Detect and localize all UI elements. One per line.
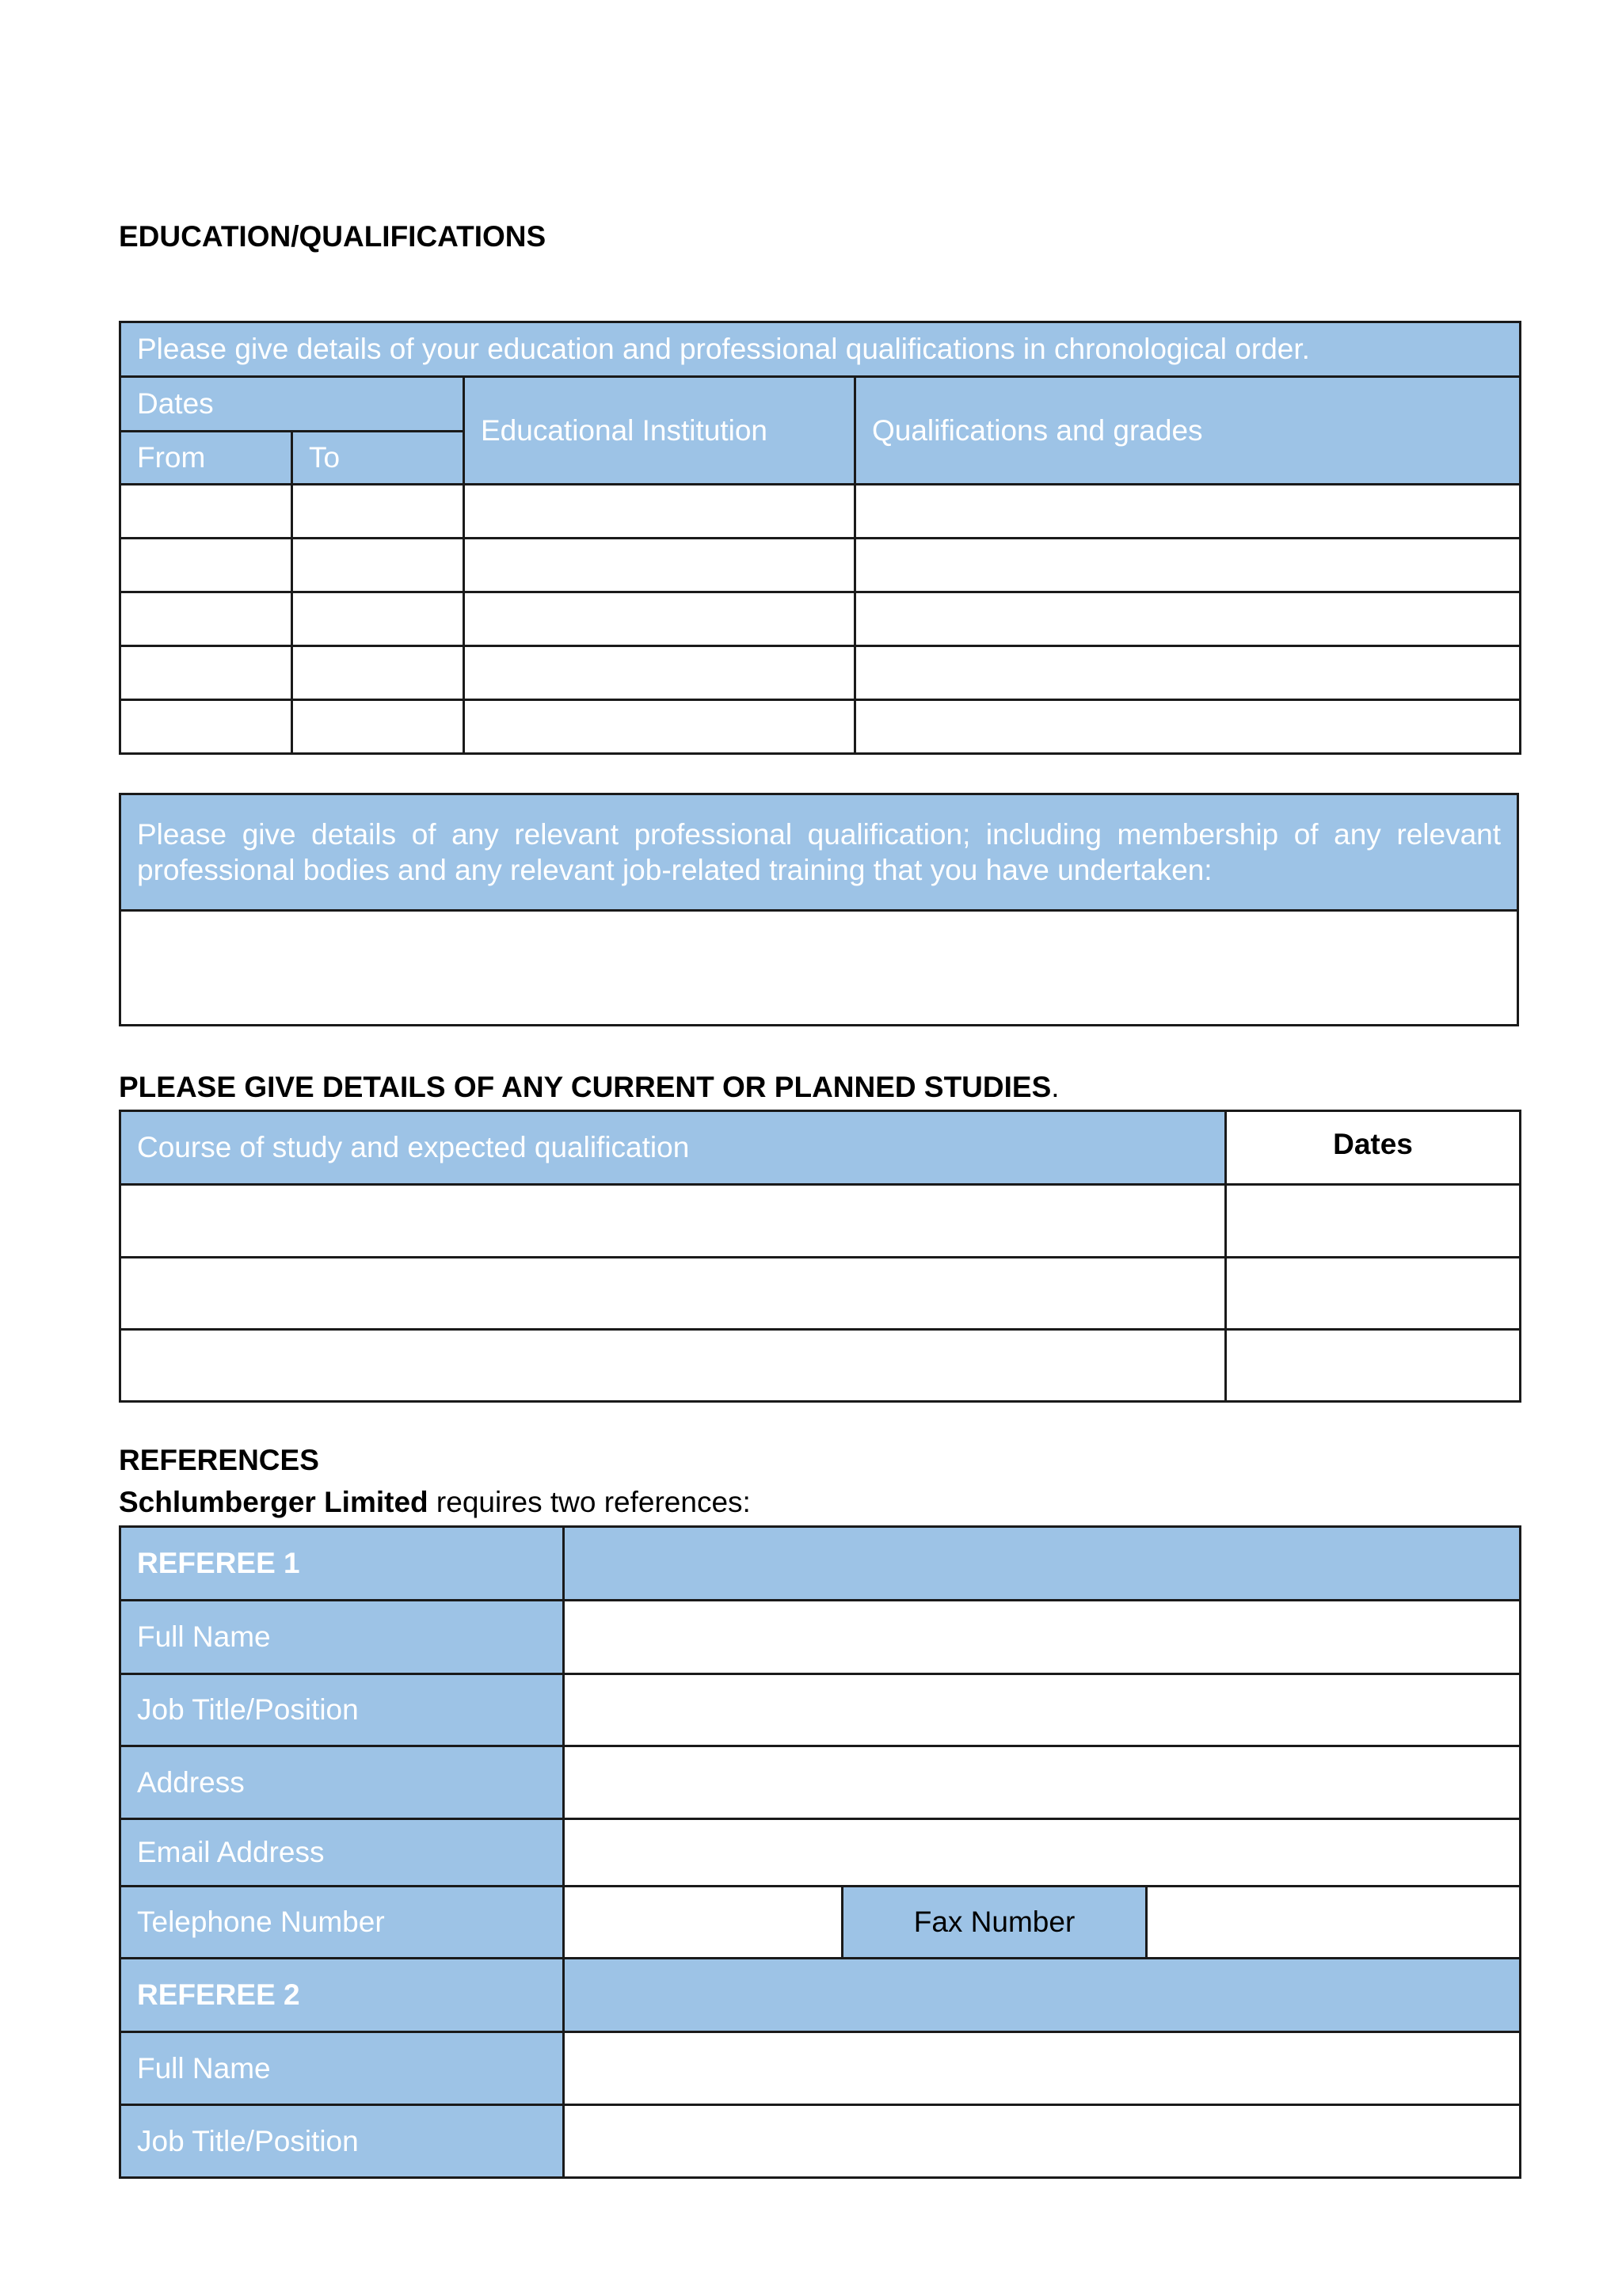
to-cell[interactable]	[292, 485, 464, 539]
referee1-address-label: Address	[120, 1746, 564, 1819]
qualifications-header: Qualifications and grades	[855, 377, 1521, 485]
qualifications-cell[interactable]	[855, 539, 1521, 592]
to-cell[interactable]	[292, 539, 464, 592]
qualifications-cell[interactable]	[855, 592, 1521, 646]
referee1-job-title-field[interactable]	[564, 1674, 1521, 1746]
institution-header: Educational Institution	[464, 377, 855, 485]
company-name: Schlumberger Limited	[119, 1486, 428, 1518]
referee1-telephone-field[interactable]	[564, 1887, 843, 1959]
education-intro: Please give details of your education and professional qualifications in chronological order.	[120, 322, 1521, 377]
from-cell[interactable]	[120, 539, 292, 592]
table-row	[120, 1185, 1521, 1258]
referee1-fax-field[interactable]	[1147, 1887, 1521, 1959]
referee2-full-name-field[interactable]	[564, 2032, 1521, 2105]
table-row	[120, 646, 1521, 700]
to-cell[interactable]	[292, 700, 464, 754]
referee2-job-title-field[interactable]	[564, 2105, 1521, 2178]
dates-cell[interactable]	[1226, 1330, 1521, 1402]
requirement-text: requires two references:	[428, 1486, 751, 1518]
to-cell[interactable]	[292, 592, 464, 646]
table-row	[120, 1330, 1521, 1402]
qualifications-cell[interactable]	[855, 646, 1521, 700]
professional-table	[119, 793, 1519, 1026]
to-cell[interactable]	[292, 646, 464, 700]
references-heading: REFERENCES	[119, 1444, 319, 1476]
table-row	[120, 700, 1521, 754]
course-header: Course of study and expected qualification	[120, 1111, 1226, 1185]
referee1-title: REFEREE 1	[120, 1527, 564, 1601]
referee1-telephone-label: Telephone Number	[120, 1887, 564, 1959]
professional-answer-field[interactable]	[120, 911, 1518, 1026]
from-cell[interactable]	[120, 700, 292, 754]
studies-table	[119, 1110, 1521, 1403]
referee1-job-title-label: Job Title/Position	[120, 1674, 564, 1746]
from-cell[interactable]	[120, 485, 292, 539]
table-row	[120, 1258, 1521, 1330]
course-cell[interactable]	[120, 1185, 1226, 1258]
dates-header: Dates	[120, 377, 464, 432]
referee1-email-label: Email Address	[120, 1819, 564, 1887]
studies-heading-period: .	[1051, 1071, 1060, 1103]
from-cell[interactable]	[120, 592, 292, 646]
table-row	[120, 539, 1521, 592]
studies-heading-text: PLEASE GIVE DETAILS OF ANY CURRENT OR PLANNED STUDIES	[119, 1071, 1052, 1103]
referee1-full-name-label: Full Name	[120, 1601, 564, 1674]
education-table	[119, 321, 1521, 755]
institution-cell[interactable]	[464, 539, 855, 592]
dates-cell[interactable]	[1226, 1185, 1521, 1258]
referee1-fax-label: Fax Number	[843, 1887, 1147, 1959]
institution-cell[interactable]	[464, 646, 855, 700]
references-requirement	[119, 1486, 751, 1519]
from-cell[interactable]	[120, 646, 292, 700]
table-row	[120, 485, 1521, 539]
referee2-title-spacer	[564, 1959, 1521, 2032]
referee1-title-spacer	[564, 1527, 1521, 1601]
to-header: To	[292, 432, 464, 485]
referee2-title: REFEREE 2	[120, 1959, 564, 2032]
referee2-job-title-label: Job Title/Position	[120, 2105, 564, 2178]
course-cell[interactable]	[120, 1258, 1226, 1330]
studies-dates-header: Dates	[1226, 1111, 1521, 1185]
qualifications-cell[interactable]	[855, 700, 1521, 754]
studies-heading	[119, 1071, 1060, 1104]
referee1-email-field[interactable]	[564, 1819, 1521, 1887]
references-table	[119, 1525, 1521, 2179]
table-row	[120, 592, 1521, 646]
referee1-full-name-field[interactable]	[564, 1601, 1521, 1674]
institution-cell[interactable]	[464, 485, 855, 539]
from-header: From	[120, 432, 292, 485]
institution-cell[interactable]	[464, 592, 855, 646]
institution-cell[interactable]	[464, 700, 855, 754]
referee1-address-field[interactable]	[564, 1746, 1521, 1819]
qualifications-cell[interactable]	[855, 485, 1521, 539]
professional-prompt: Please give details of any relevant professional qualification; including membership of any relevant professional bodies and any relevant job-related training that you have undertaken:	[120, 794, 1518, 911]
referee2-full-name-label: Full Name	[120, 2032, 564, 2105]
dates-cell[interactable]	[1226, 1258, 1521, 1330]
education-heading: EDUCATION/QUALIFICATIONS	[119, 220, 546, 253]
course-cell[interactable]	[120, 1330, 1226, 1402]
